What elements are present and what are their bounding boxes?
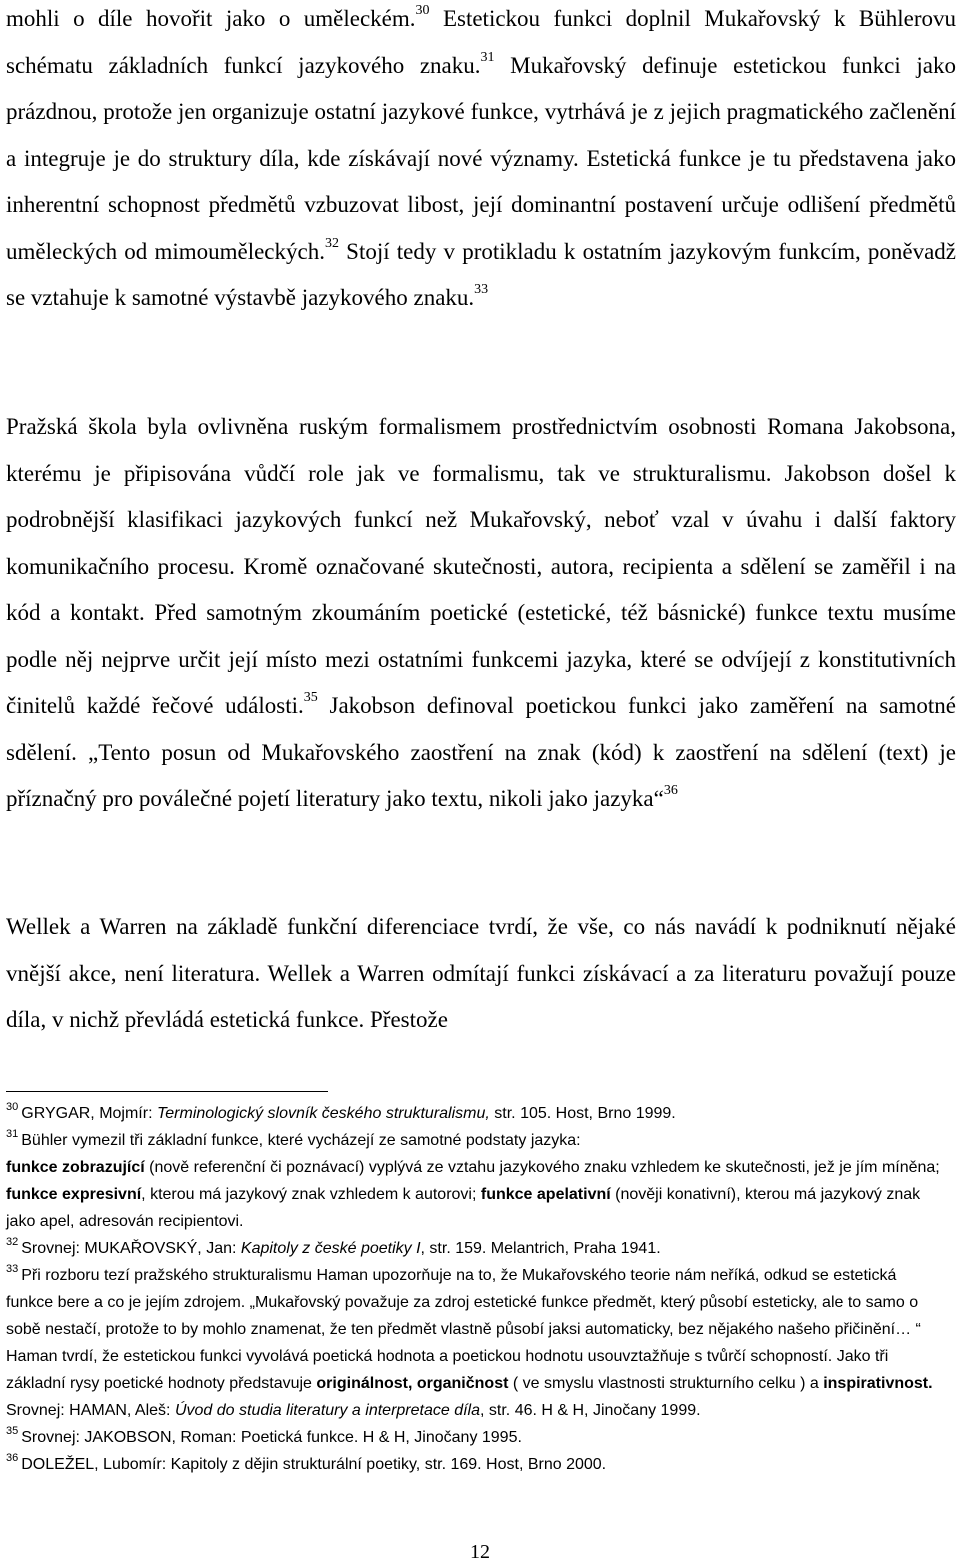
text-run: Stojí tedy v protikladu k ostatním jazykovým funkcím, poněvadž se vztahuje k samotné výstavbě jazykového znaku. [6,238,956,310]
bold-term: funkce zobrazující [6,1159,145,1176]
footnote-number: 36 [6,1451,19,1464]
text-run: DOLEŽEL, Lubomír: Kapitoly z dějin strukturální poetiky, str. 169. Host, Brno 2000. [21,1456,607,1473]
footnotes [6,1100,946,1478]
footnote-35 [6,1424,946,1451]
bold-term: funkce apelativní [480,1186,611,1203]
footnote-ref-30[interactable]: 30 [415,3,430,19]
text-run: str. 105. Host, Brno 1999. [489,1105,676,1122]
bold-term: funkce expresivní [6,1186,142,1203]
footnote-ref-33[interactable]: 33 [474,282,489,298]
footnote-separator [6,1091,328,1092]
text-run: mohli o díle hovořit jako o uměleckém. [6,6,416,31]
text-run: (nověji konativní), kterou má jazykový znak jako apel, adresován recipientovi. [6,1186,921,1230]
italic-title: Terminologický slovník českého strukturalismu, [156,1105,490,1122]
paragraph-aesthetic-function [6,0,956,322]
footnote-36 [6,1451,946,1478]
paragraph-wellek-warren [6,904,956,1044]
bold-term: originálnost, organičnost [316,1375,509,1392]
paragraph-jakobson [6,404,956,823]
footnote-30 [6,1100,946,1127]
footnote-number: 31 [6,1127,19,1140]
footnote-ref-35[interactable]: 35 [303,690,318,706]
italic-title: Úvod do studia literatury a interpretace díla [174,1402,481,1419]
footnote-ref-32[interactable]: 32 [324,235,339,251]
text-run: ( ve smyslu vlastnosti strukturního celku ) a [508,1375,824,1392]
paragraph-1-text [6,0,956,322]
text-run: Estetickou funkci doplnil Mukařovský k Bühlerovu schématu základních funkcí jazykového znaku. [6,6,956,78]
text-run: Při rozboru tezí pražského strukturalismu Haman upozorňuje na to, že Mukařovského teorie nám neříká, odkud se estetická funkce bere a co je jejím zdrojem. „Mukařovský považuje za zdroj estetické funkce předmět, který působí esteticky, ale to samo o sobě nestačí, protože to by mohlo znamenat, že ten předmět vlastně působí jaksi automaticky, bez nějakého našeho přičinění… “ Haman tvrdí, že estetickou funkci vyvolává poetická hodnota a poetickou hodnotu usouvztažňuje s tvůrčí schopností. Jako tři základní rysy poetické hodnoty představuje [6,1267,921,1392]
footnote-33 [6,1262,946,1424]
text-run: Pražská škola byla ovlivněna ruským formalismem prostřednictvím osobnosti Romana Jakobsona, kterému je připisována vůdčí role jak ve formalismu, tak ve strukturalismu. Jakobson došel k podrobnější klasifikaci jazykových funkcí než Mukařovský, neboť vzal v úvahu i další faktory komunikačního procesu. Kromě označované skutečnosti, autora, recipienta a sdělení se zaměřil i na kód a kontakt. Před samotným zkoumáním poetické (estetické, též básnické) funkce textu musíme podle něj nejprve určit její místo mezi ostatními funkcemi jazyka, které se odvíjejí z konstitutivních činitelů každé řečové události. [6,414,956,718]
footnote-number: 33 [6,1262,19,1275]
text-run: Jakobson definoval poetickou funkci jako zaměření na samotné sdělení. „Tento posun od Mukařovského zaostření na znak (kód) k zaostření na sdělení (text) je příznačný pro poválečné pojetí literatury jako textu, nikoli jako jazyka“ [6,693,957,811]
italic-title: Kapitoly z české poetiky I [240,1240,421,1257]
page-number: 12 [470,1541,490,1563]
footnote-32 [6,1235,946,1262]
paragraph-2-text [6,404,956,823]
text-run: , str. 159. Melantrich, Praha 1941. [420,1240,661,1257]
text-run: Bühler vymezil tři základní funkce, které vycházejí ze samotné podstaty jazyka: [21,1132,581,1149]
bold-term: inspirativnost. [823,1375,933,1392]
footnote-number: 35 [6,1424,19,1437]
footnote-31 [6,1127,946,1235]
text-run: GRYGAR, Mojmír: [21,1105,157,1122]
footnote-ref-31[interactable]: 31 [480,49,495,65]
text-run: Srovnej: HAMAN, Aleš: [6,1402,175,1419]
text-run: Srovnej: MUKAŘOVSKÝ, Jan: [21,1240,241,1257]
text-run: , str. 46. H & H, Jinočany 1999. [480,1402,701,1419]
footnote-number: 32 [6,1235,19,1248]
paragraph-3-text: Wellek a Warren na základě funkční diferenciace tvrdí, že vše, co nás navádí k podniknutí nějaké vnější akce, není literatura. Wellek a Warren odmítají funkci získávací a za literaturu považují pouze díla, v nichž převládá estetická funkce. Přestože [6,914,956,1032]
text-run: , kterou má jazykový znak vzhledem k autorovi; [141,1186,481,1203]
text-run: Srovnej: JAKOBSON, Roman: Poetická funkce. H & H, Jinočany 1995. [21,1429,522,1446]
text-run: Mukařovský definuje estetickou funkci jako prázdnou, protože jen organizuje ostatní jazykové funkce, vytrhává je z jejich pragmatického začlenění a integruje je do struktury díla, kde získávají nové významy. Estetická funkce je tu představena jako inherentní schopnost předmětů vzbuzovat libost, její dominantní postavení určuje odlišení předmětů uměleckých od mimouměleckých. [6,52,956,264]
footnote-number: 30 [6,1100,19,1113]
text-run: (nově referenční či poznávací) vyplývá ze vztahu jazykového znaku vzhledem ke skutečnosti, jež je jím míněna; [144,1159,940,1176]
footnote-ref-36[interactable]: 36 [663,783,678,799]
